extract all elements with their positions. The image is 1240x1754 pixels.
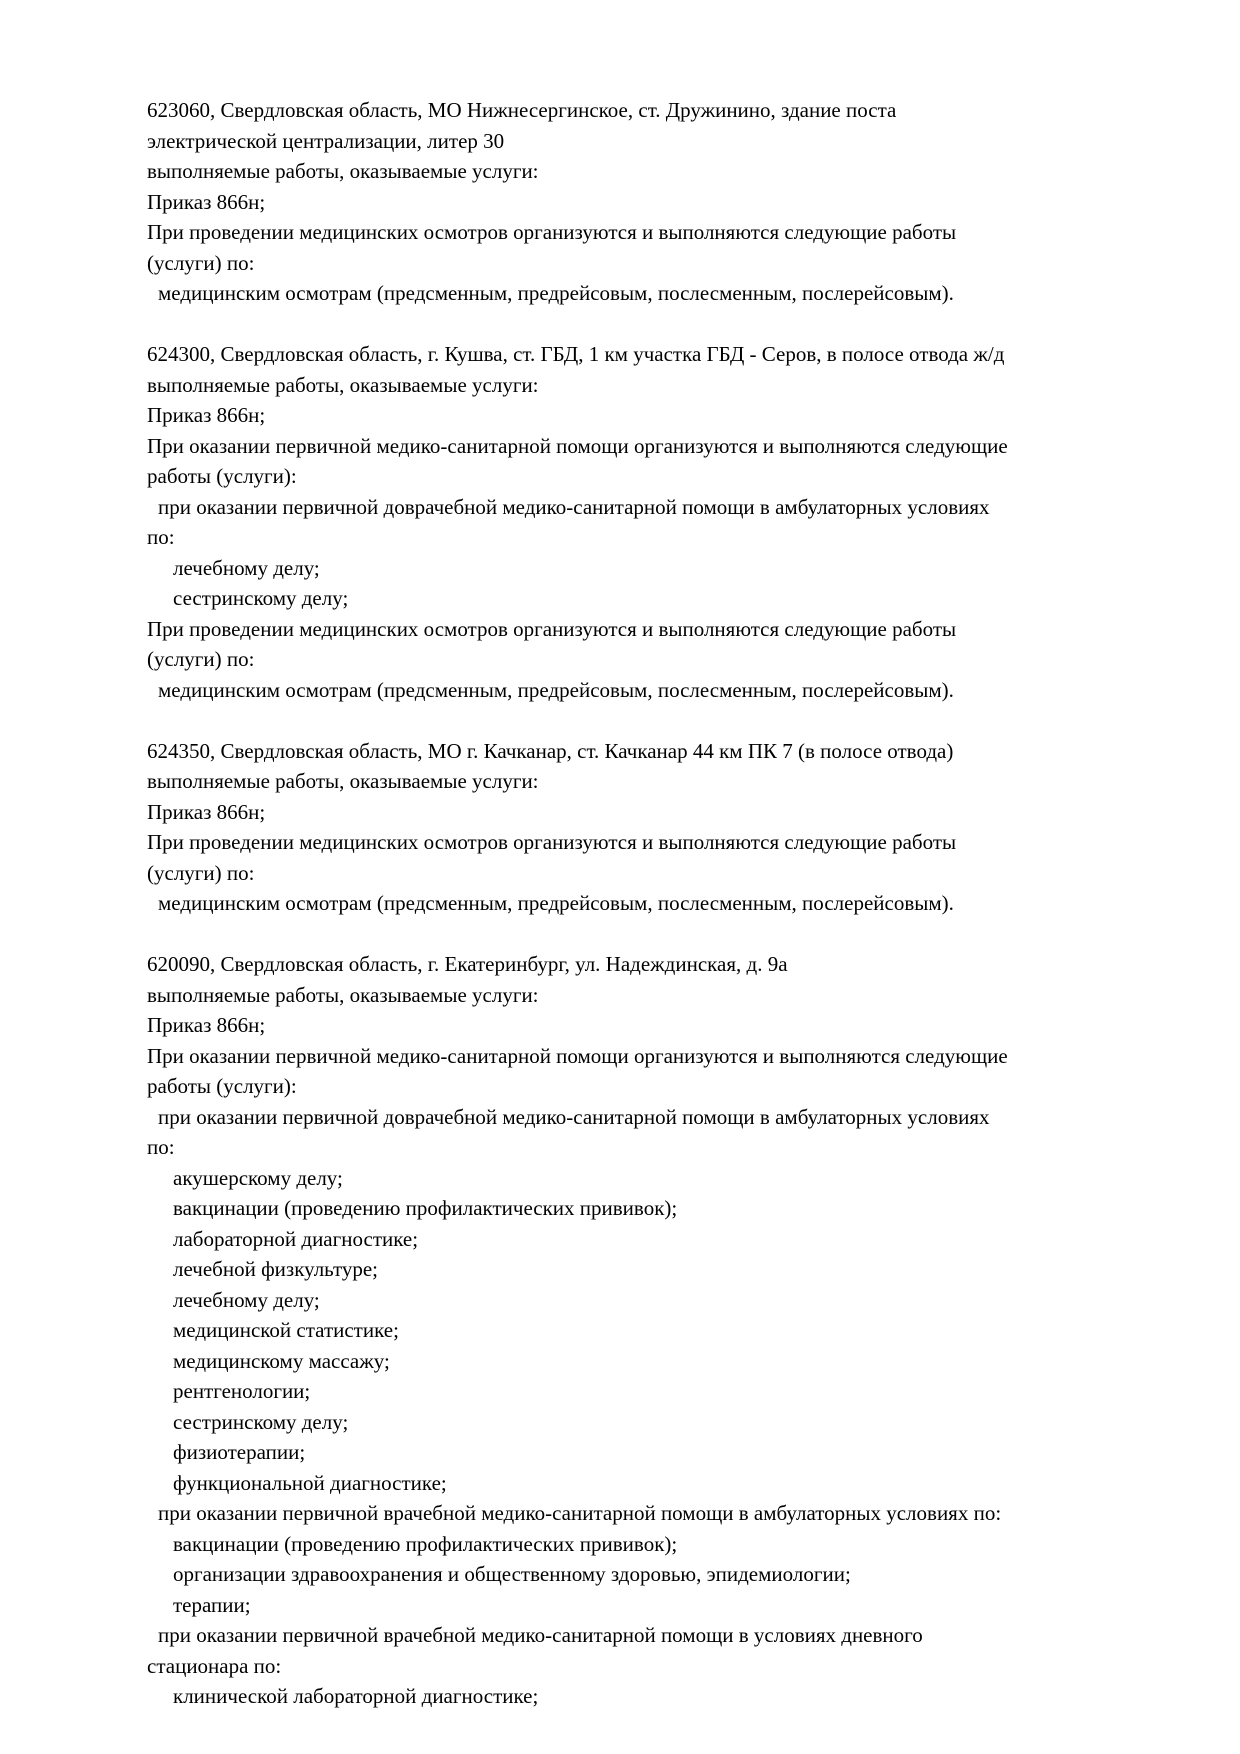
- service-item: клинической лабораторной диагностике;: [173, 1684, 539, 1708]
- service-item: сестринскому делу;: [173, 1409, 349, 1434]
- service-item: медицинским осмотрам (предсменным, предрейсовым, послесменным, послерейсовым).: [158, 677, 954, 702]
- works-services-label: выполняемые работы, оказываемые услуги:: [147, 372, 539, 397]
- section-text: (услуги) по:: [147, 250, 255, 275]
- section-text: При оказании первичной медико-санитарной помощи организуются и выполняются следующие: [147, 1043, 1008, 1068]
- address-line: электрической централизации, литер 30: [147, 128, 505, 153]
- order-reference: Приказ 866н;: [147, 1013, 266, 1037]
- service-item: лечебному делу;: [173, 555, 320, 580]
- section-text: (услуги) по:: [147, 647, 255, 671]
- service-item: медицинским осмотрам (предсменным, предрейсовым, послесменным, послерейсовым).: [158, 891, 954, 915]
- service-item: акушерскому делу;: [173, 1165, 343, 1190]
- service-item: сестринскому делу;: [173, 586, 349, 610]
- document-content: [147, 95, 1180, 1742]
- service-item: медицинской статистике;: [173, 1318, 399, 1342]
- service-item: вакцинации (проведению профилактических прививок);: [173, 1531, 678, 1556]
- service-category: при оказании первичной доврачебной медико-санитарной помощи в амбулаторных условиях: [158, 1104, 990, 1129]
- service-category: стационара по:: [147, 1653, 282, 1678]
- address-line: 624300, Свердловская область, г. Кушва, ст. ГБД, 1 км участка ГБД - Серов, в полосе отвода ж/д: [147, 342, 1005, 366]
- service-item: медицинскому массажу;: [173, 1348, 390, 1373]
- service-category: при оказании первичной доврачебной медико-санитарной помощи в амбулаторных условиях: [158, 494, 990, 519]
- service-category: по:: [147, 525, 175, 549]
- address-line: 620090, Свердловская область, г. Екатеринбург, ул. Надеждинская, д. 9а: [147, 952, 788, 976]
- order-reference: Приказ 866н;: [147, 189, 266, 214]
- license-entry-3: [147, 736, 1180, 919]
- service-item: лечебной физкультуре;: [173, 1257, 379, 1281]
- order-reference: Приказ 866н;: [147, 799, 266, 824]
- service-category: по:: [147, 1135, 175, 1159]
- service-item: лечебному делу;: [173, 1287, 320, 1312]
- section-text: работы (услуги):: [147, 1074, 297, 1098]
- license-entry-2: [147, 339, 1180, 705]
- works-services-label: выполняемые работы, оказываемые услуги:: [147, 982, 539, 1007]
- section-text: работы (услуги):: [147, 464, 297, 488]
- section-text: При проведении медицинских осмотров организуются и выполняются следующие работы: [147, 616, 957, 641]
- service-item: терапии;: [173, 1592, 251, 1617]
- section-text: При проведении медицинских осмотров организуются и выполняются следующие работы: [147, 220, 957, 244]
- license-entry-4: [147, 949, 1180, 1712]
- license-entry-1: [147, 95, 1180, 309]
- service-item: организации здравоохранения и общественному здоровью, эпидемиологии;: [173, 1562, 851, 1586]
- service-item: вакцинации (проведению профилактических прививок);: [173, 1196, 678, 1220]
- works-services-label: выполняемые работы, оказываемые услуги:: [147, 769, 539, 793]
- service-item: физиотерапии;: [173, 1440, 306, 1464]
- section-text: При проведении медицинских осмотров организуются и выполняются следующие работы: [147, 830, 957, 854]
- service-item: медицинским осмотрам (предсменным, предрейсовым, послесменным, послерейсовым).: [158, 281, 954, 305]
- service-category: при оказании первичной врачебной медико-санитарной помощи в условиях дневного: [158, 1623, 923, 1647]
- address-line: 624350, Свердловская область, МО г. Качканар, ст. Качканар 44 км ПК 7 (в полосе отвода): [147, 738, 954, 763]
- service-item: лабораторной диагностике;: [173, 1226, 419, 1251]
- section-text: При оказании первичной медико-санитарной помощи организуются и выполняются следующие: [147, 433, 1008, 458]
- service-item: рентгенологии;: [173, 1379, 311, 1403]
- service-category: при оказании первичной врачебной медико-санитарной помощи в амбулаторных условиях по:: [158, 1501, 1002, 1525]
- service-item: функциональной диагностике;: [173, 1470, 447, 1495]
- section-text: (услуги) по:: [147, 860, 255, 885]
- order-reference: Приказ 866н;: [147, 403, 266, 427]
- address-line: 623060, Свердловская область, МО Нижнесергинское, ст. Дружинино, здание поста: [147, 98, 897, 122]
- works-services-label: выполняемые работы, оказываемые услуги:: [147, 159, 539, 183]
